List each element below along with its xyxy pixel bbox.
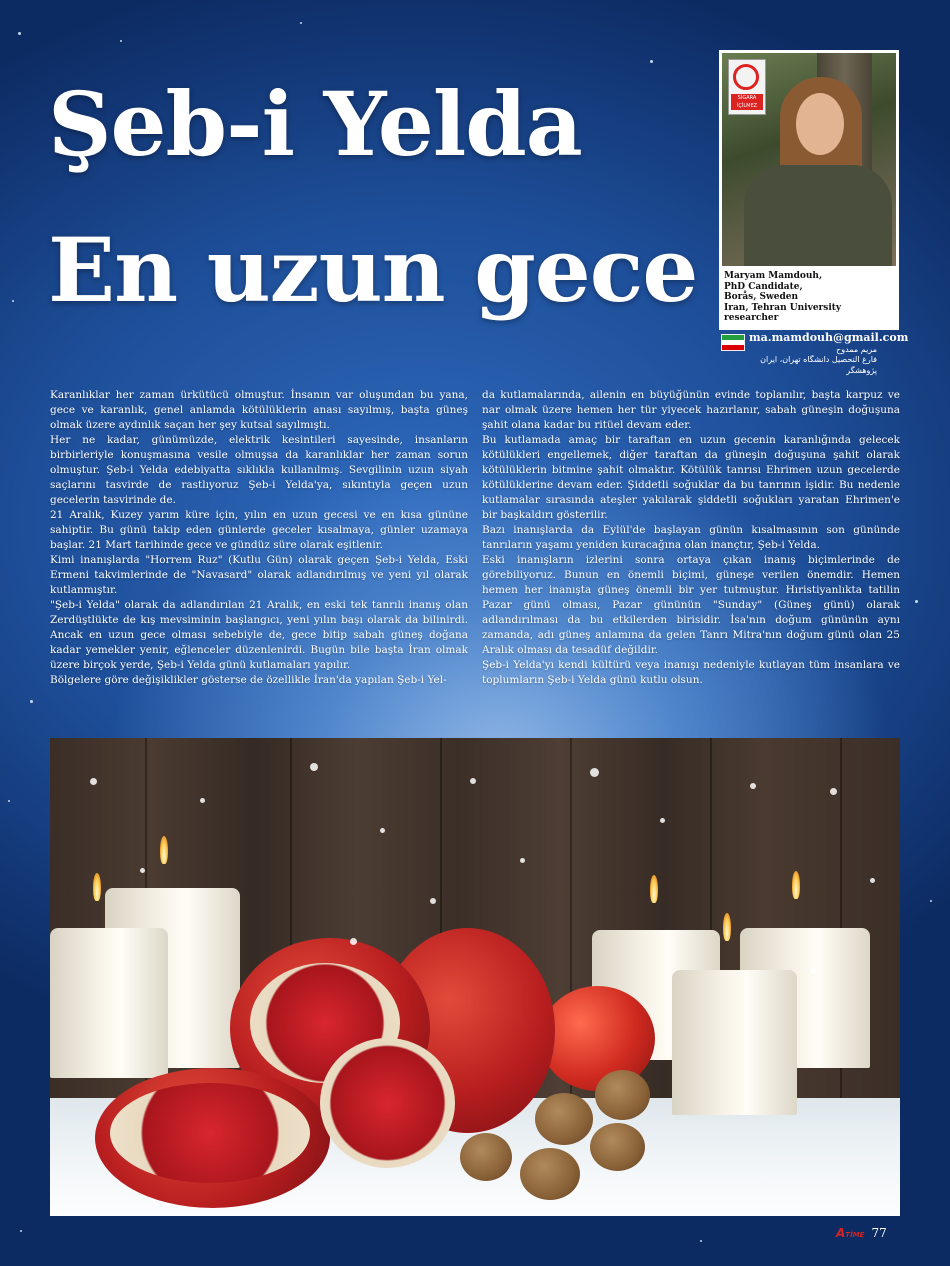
author-photo <box>722 53 896 266</box>
sign-text: SİGARA İÇİLMEZ <box>731 94 763 110</box>
author-contact <box>719 331 909 381</box>
paragraph: Her ne kadar, günümüzde, elektrik kesintileri sayesinde, insanların birbirleriyle konuşmasına vesile olmuşsa da karanlıklar her zaman sorun olmuştur. Şeb-i Yelda edebiyatta sıklıkla kullanılmış. Sevgilinin uzun siyah saçlarını tasvirde de rastlıyoruz Şeb-i Yelda'ya, sıkıntıyla geçen uzun gecelerin tasvirinde de. <box>50 434 468 506</box>
walnut <box>535 1093 593 1145</box>
flame-icon <box>723 913 731 941</box>
star <box>915 600 918 603</box>
no-smoking-sign-icon <box>728 59 766 115</box>
paragraph: Karanlıklar her zaman ürkütücü olmuştur. İnsanın var oluşundan bu yana, gece ve karanlık, genel anlamda kötülüklerin anası sayılmış, başta güneş olmak üzere aydınlık saçan her şey kutsal sayılmıştı. <box>50 389 468 431</box>
paragraph: "Şeb-i Yelda" olarak da adlandırılan 21 Aralık, en eski tek tanrılı inanış olan Zerdüştlükte de kış mevsiminin başlangıcı, yeni yılın başı olarak da bilinirdi. Ancak en uzun gece olması sebebiyle de, gece bitip sabah güneş doğana kadar yemekler yenir, eğlenceler düzenlenirdi. Bugün bile başta İran olmak üzere birçok yerde, Şeb-i Yelda günü kutlamaları yapılır. <box>50 599 468 671</box>
star <box>700 1240 702 1242</box>
atime-logo: ATİME <box>836 1226 865 1240</box>
author-caption <box>724 271 894 324</box>
star <box>20 1230 22 1232</box>
paragraph: Şeb-i Yelda'yı kendi kültürü veya inanışı nedeniyle kutlayan tüm insanlara ve toplumların Şeb-i Yelda günü kutlu olsun. <box>482 659 900 686</box>
pomegranate-seeds <box>110 1083 310 1183</box>
walnut <box>590 1123 645 1171</box>
candle <box>50 928 168 1078</box>
caption-line-location: Borås, Sweden <box>724 292 799 302</box>
walnut <box>595 1070 650 1120</box>
persian-affiliation: فارغ التحصیل دانشگاه تهران، ایران <box>760 355 877 364</box>
pomegranate-seeds <box>320 1038 455 1168</box>
star <box>18 32 21 35</box>
page-footer <box>836 1222 887 1241</box>
caption-line-university: Iran, Tehran University <box>724 302 842 313</box>
walnut <box>460 1133 512 1181</box>
paragraph: Bölgelere göre değişiklikler gösterse de özellikle İran'da yapılan Şeb-i Yel- <box>50 674 447 686</box>
caption-line-name: Maryam Mamdouh, <box>724 271 823 281</box>
page-title-line-1: Şeb-i Yelda <box>48 72 582 176</box>
article-column-right <box>482 388 900 688</box>
paragraph: Bazı inanışlarda da Eylül'de başlayan günün kısalmasının son gününde tanrıların yaşamı yeniden kuracağına olan inançtır, Şeb-i Yelda. <box>482 524 900 551</box>
walnut <box>520 1148 580 1200</box>
candles-pomegranate-photo <box>50 738 900 1216</box>
persian-role: پژوهشگر <box>846 366 877 375</box>
star <box>650 60 653 63</box>
paragraph: 21 Aralık, Kuzey yarım küre için, yılın en uzun gecesi ve en kısa gününe sahiptir. Bu günü takip eden günlerde geceler kısalmaya, günler uzamaya başlar. 21 Mart tarihinde gece ve gündüz süre olarak eşitlenir. <box>50 509 468 551</box>
star <box>120 40 122 42</box>
paragraph: da kutlamalarında, ailenin en büyüğünün evinde toplanılır, başta karpuz ve nar olmak üzere hemen her tür yiyecek hazırlanır, sabah güneşin doğuşuna şahit olana kadar bu ritüel devam eder. <box>482 389 900 431</box>
paragraph: Bu kutlamada amaç bir taraftan en uzun gecenin karanlığında gelecek kötülükleri engellemek, diğer taraftan da güneşin doğuşuna şahit olarak kötülüklerin bitmine şahit olmaktır. Kötülük tanrısı Ehrimen uzun gecelerde kötülüklerine devam eder. Şiddetli soğuklar da bu tanrının işidir. Bu nedenle kutlamalar sırasında ateşler yakılarak şiddetli soğukları yaratan Ehrimen'e bir başkaldırı gösterilir. <box>482 434 900 521</box>
star <box>30 700 33 703</box>
paragraph: Kimi inanışlarda "Horrem Ruz" (Kutlu Gün) olarak geçen Şeb-i Yelda, Eski Ermeni takvimlerinde de "Navasard" olarak adlandırılmış ve yeni yıl olarak kutlanmıştır. <box>50 554 468 596</box>
star <box>300 22 302 24</box>
flame-icon <box>650 875 658 903</box>
caption-line-role: researcher <box>724 313 779 323</box>
article-column-left <box>50 388 468 688</box>
paragraph: Eski inanışların izlerini sonra ortaya çıkan inanış biçimlerinde de görebiliyoruz. Bunun en önemli biçimi, güneşe verilen önemdir. Hemen hemen her inanışta güneş önemli bir yer tutmuştur. Hıristiyanlıkta tatilin Pazar günü olması, Pazar gününün "Sunday" (Güneş günü) olarak adlandırılması da bu etkilerden birisidir. İsa'nın doğum gününün aynı zamanda, adı güneş anlamına da gelen Tanrı Mitra'nın doğum günü olan 25 Aralık olması da tesadüf değildir. <box>482 554 900 656</box>
flame-icon <box>792 871 800 899</box>
star <box>8 800 10 802</box>
caption-line-degree: PhD Candidate, <box>724 281 803 292</box>
flame-icon <box>160 836 168 864</box>
iran-flag-icon <box>721 334 745 351</box>
flame-icon <box>93 873 101 901</box>
author-email-link[interactable]: ma.mamdouh@gmail.com <box>749 331 909 344</box>
candle <box>672 970 797 1115</box>
persian-name: مریم ممدوح <box>836 345 877 354</box>
star <box>930 900 932 902</box>
page-number: 77 <box>871 1226 887 1240</box>
star <box>12 300 14 302</box>
page-title-line-2: En uzun gece <box>48 218 698 322</box>
author-card <box>719 50 899 330</box>
